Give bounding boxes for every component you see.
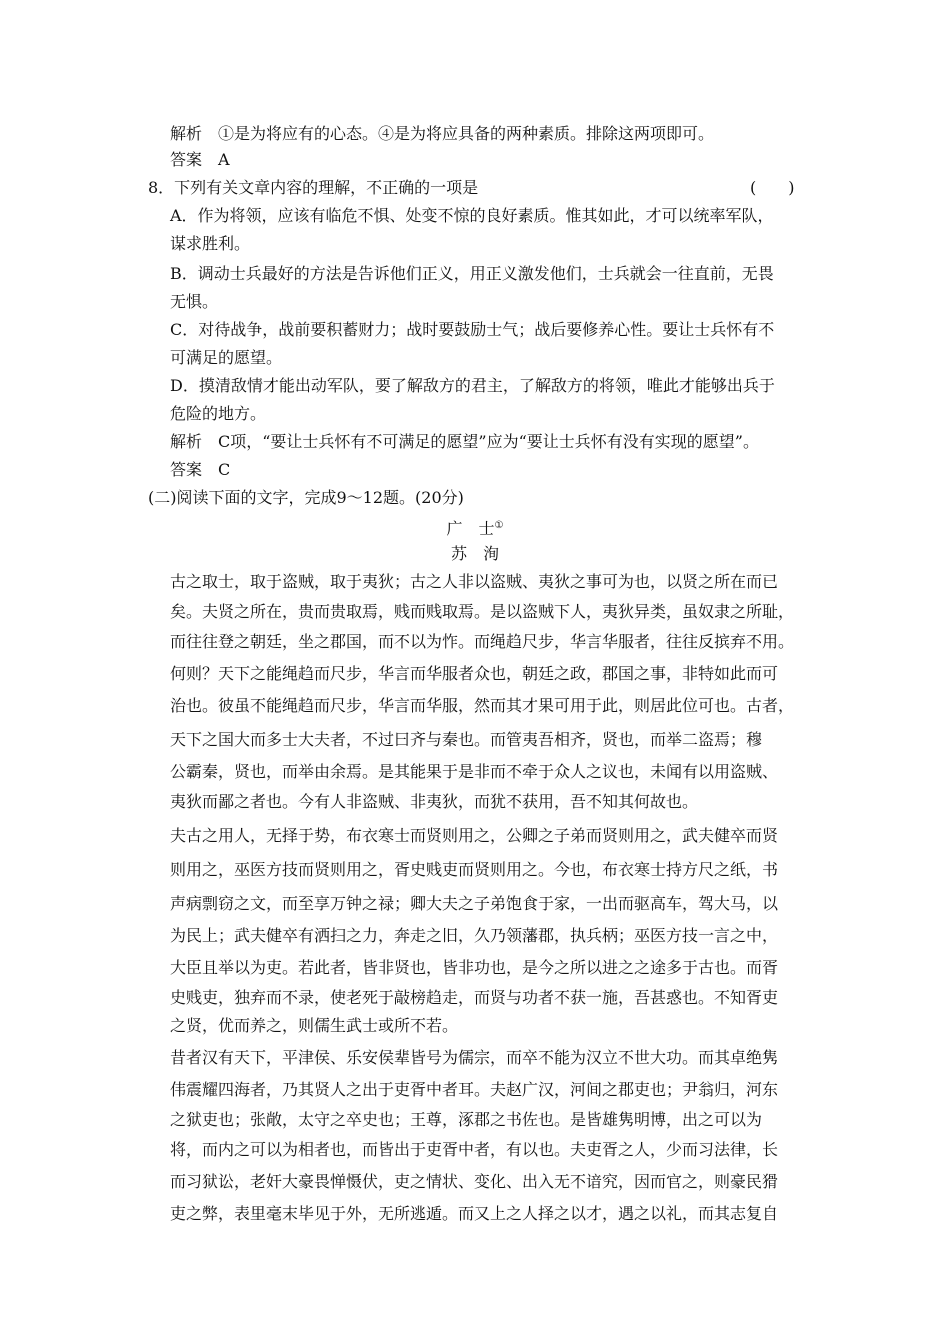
text-line: 昔者汉有天下，平津侯、乐安侯辈皆号为儒宗，而卒不能为汉立不世大功。而其卓绝隽 (170, 1048, 779, 1067)
article-author: 苏 洵 (450, 544, 499, 563)
text-line: 8．下列有关文章内容的理解，不正确的一项是 (148, 178, 479, 197)
text-line: 夫古之用人，无择于势，布衣寒士而贤则用之，公卿之子弟而贤则用之，武夫健卒而贤 (170, 826, 779, 845)
text-line: C．对待战争，战前要积蓄财力；战时要鼓励士气；战后要修养心性。要让士兵怀有不 (170, 320, 775, 339)
text-line: 为民上；武夫健卒有洒扫之力，奔走之旧，久乃领藩郡，执兵柄；巫医方技一言之中， (170, 926, 779, 945)
text-line: 天下之国大而多士大夫者，不过曰齐与秦也。而管夷吾相齐，贤也，而举二盗焉；穆 (170, 730, 763, 749)
text-line: 之狱吏也；张敞，太守之卒史也；王尊，涿郡之书佐也。是皆雄隽明博，出之可以为 (170, 1110, 763, 1129)
text-line: 大臣且举以为吏。若此者，皆非贤也，皆非功也，是今之所以进之之途多于古也。而胥 (170, 958, 779, 977)
text-line: 夷狄而鄙之者也。今有人非盗贼、非夷狄，而犹不获用，吾不知其何故也。 (170, 792, 699, 811)
question-8-answer-bracket: ( ) (750, 178, 795, 197)
text-line: D．摸清敌情才能出动军队，要了解敌方的君主，了解敌方的将领，唯此才能够出兵于 (170, 376, 775, 395)
article-title (0, 516, 950, 539)
text-line: A．作为将领，应该有临危不惧、处变不惊的良好素质。惟其如此，才可以统率军队， (170, 206, 774, 225)
text-line: 吏之弊，表里毫末毕见于外，无所逃遁。而又上之人择之以才，遇之以礼，而其志复自 (170, 1204, 779, 1223)
text-line: 则用之，巫医方技而贤则用之，胥史贱吏而贤则用之。今也，布衣寒士持方尺之纸，书 (170, 860, 779, 879)
text-line: 可满足的愿望。 (170, 348, 283, 367)
text-line: B．调动士兵最好的方法是告诉他们正义，用正义激发他们，士兵就会一往直前，无畏 (170, 264, 774, 283)
text-line: 解析 ①是为将应有的心态。④是为将应具备的两种素质。排除这两项即可。 (170, 124, 715, 143)
title-footnote-marker: ① (494, 520, 504, 531)
text-line: 矣。夫贤之所在，贵而贵取焉，贱而贱取焉。是以盗贼下人，夷狄异类，虽奴隶之所耻， (170, 602, 795, 621)
text-line: 危险的地方。 (170, 404, 267, 423)
text-line: 治也。彼虽不能绳趋而尺步，华言而华服，然而其才果可用于此，则居此位可也。古者， (170, 696, 795, 715)
text-line: 何则？天下之能绳趋而尺步，华言而华服者众也，朝廷之政，郡国之事，非特如此而可 (170, 664, 779, 683)
text-line: 解析 C项，“要让士兵怀有不可满足的愿望”应为“要让士兵怀有没有实现的愿望”。 (170, 432, 759, 451)
text-line: 而习狱讼，老奸大豪畏惮慑伏，吏之情状、变化、出入无不谙究，因而官之，则豪民猾 (170, 1172, 779, 1191)
text-line: 公霸秦，贤也，而举由余焉。是其能果于是非而不牵于众人之议也，未闻有以用盗贼、 (170, 762, 779, 781)
text-line: 而往往登之朝廷，坐之郡国，而不以为怍。而绳趋尺步，华言华服者，往往反摈弃不用。 (170, 632, 795, 651)
text-line: 之贤，优而养之，则儒生武士或所不若。 (170, 1016, 459, 1035)
text-line: 史贱吏，独弃而不录，使老死于敲榜趋走，而贤与功者不获一施，吾甚惑也。不知胥吏 (170, 988, 779, 1007)
text-line: 声病剽窃之文，而至享万钟之禄；卿大夫之子弟饱食于家，一出而驱高车，驾大马，以 (170, 894, 779, 913)
text-line: 无惧。 (170, 292, 219, 311)
text-line: 答案 A (170, 150, 230, 169)
text-line: 将，而内之可以为相者也，而皆出于吏胥中者，有以也。夫吏胥之人，少而习法律，长 (170, 1140, 779, 1159)
text-line: 伟震耀四海者，乃其贤人之出于吏胥中者耳。夫赵广汉，河间之郡吏也；尹翁归，河东 (170, 1080, 779, 1099)
text-line: 古之取士，取于盗贼，取于夷狄；古之人非以盗贼、夷狄之事可为也，以贤之所在而已 (170, 572, 779, 591)
article-title-text: 广 士 (446, 519, 495, 538)
text-line: 答案 C (170, 460, 231, 479)
text-line: 谋求胜利。 (170, 234, 251, 253)
text-line: (二)阅读下面的文字，完成9～12题。(20分) (148, 488, 464, 507)
